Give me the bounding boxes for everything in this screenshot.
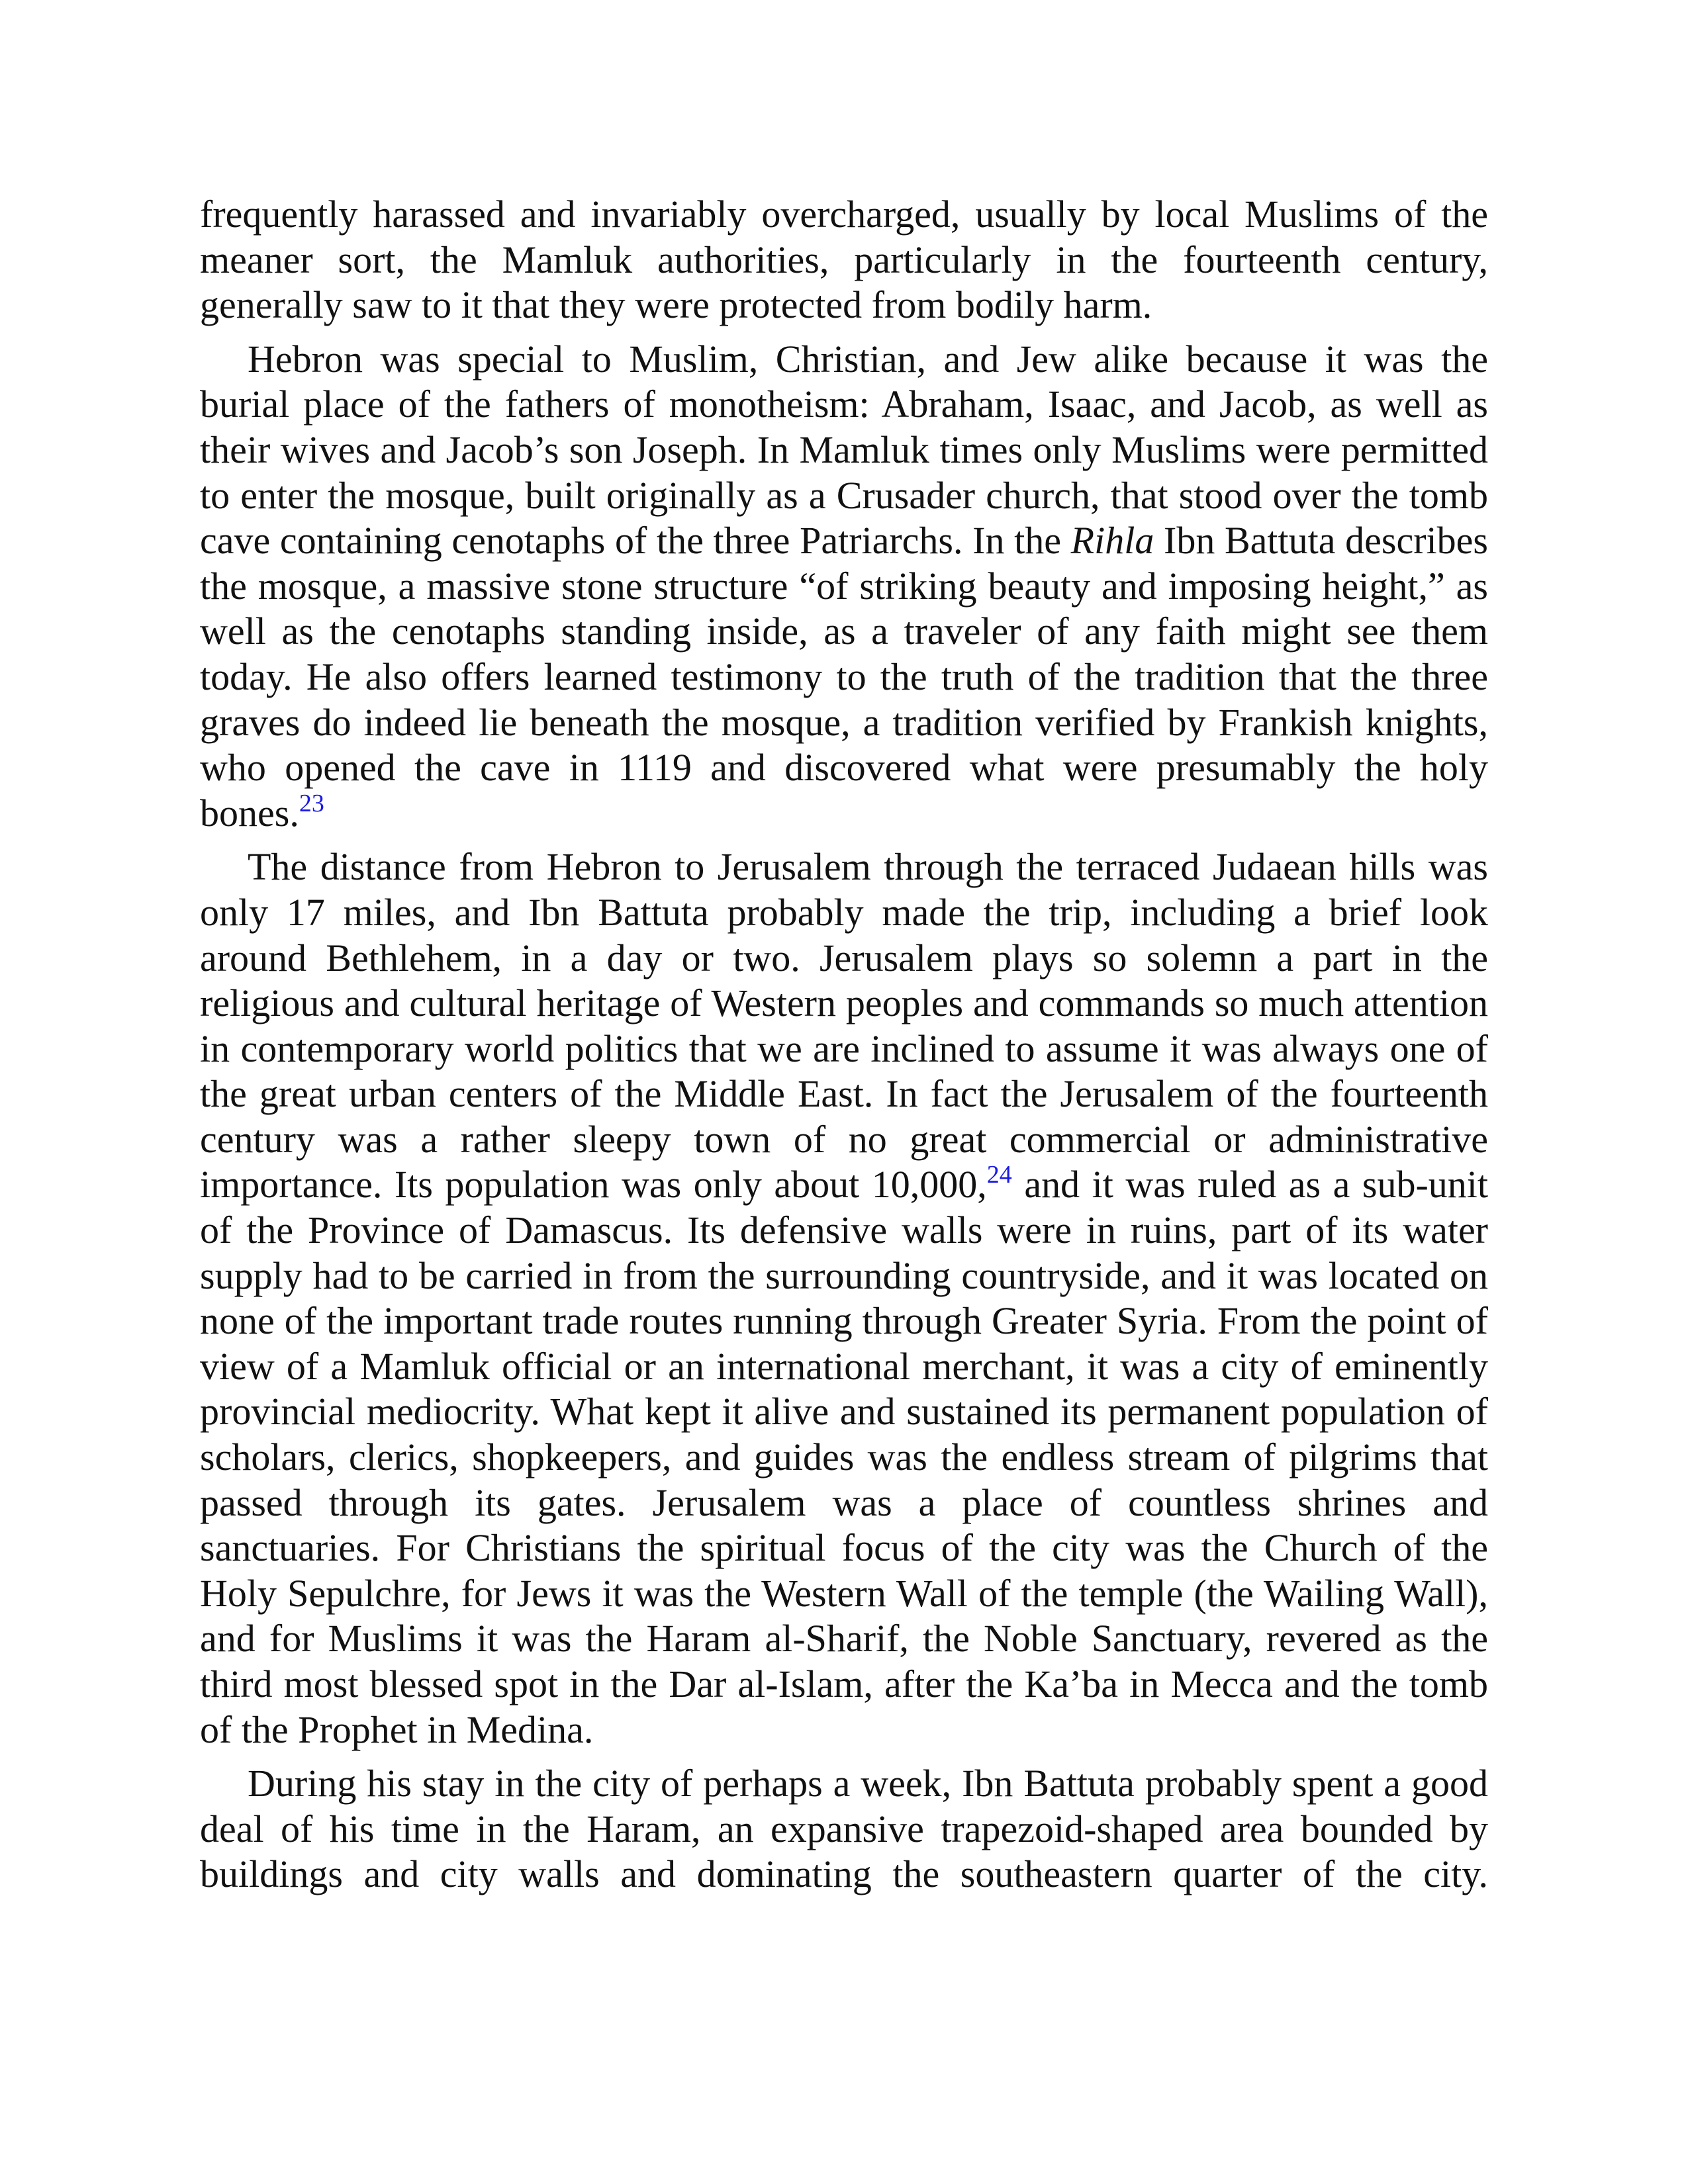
- paragraph-text: and it was ruled as a sub-unit of the Province of Damascus. Its defensive walls were in ruins, part of its water supply had to be carried in from the surrounding countryside, and it was located on none of the important trade routes running through Greater Syria. From the point of view of a Mamluk official or an international merchant, it was a city of eminently provincial mediocrity. What kept it alive and sustained its permanent population of scholars, clerics, shopkeepers, and guides was the endless stream of pilgrims that passed through its gates. Jerusalem was a place of countless shrines and sanctuaries. For Christians the spiritual focus of the city was the Church of the Holy Sepulchre, for Jews it was the Western Wall of the temple (the Wailing Wall), and for Muslims it was the Haram al-Sharif, the Noble Sanctuary, revered as the third most blessed spot in the Dar al-Islam, after the Ka’ba in Mecca and the tomb of the Prophet in Medina.: [200, 1163, 1488, 1751]
- paragraph-text: Ibn Battuta describes the mosque, a massive stone structure “of striking beauty and imposing height,” as well as the cenotaphs standing inside, as a traveler of any faith might see them today. He also offers learned testimony to the truth of the tradition that the three graves do indeed lie beneath the mosque, a tradition verified by Frankish knights, who opened the cave in 1119 and discovered what were presumably the holy bones.: [200, 519, 1488, 835]
- paragraph-text: Hebron was special to Muslim, Christian, and Jew alike because it was the burial place of the fathers of monotheism: Abraham, Isaac, and Jacob, as well as their wives and Jacob’s son Joseph. In Mamluk times only Muslims were permitted to enter the mosque, built originally as a Crusader church, that stood over the tomb cave containing cenotaphs of the three Patriarchs. In the: [200, 337, 1488, 563]
- paragraph-text: The distance from Hebron to Jerusalem through the terraced Judaean hills was only 17 miles, and Ibn Battuta probably made the trip, including a brief look around Bethlehem, in a day or two. Jerusalem plays so solemn a part in the religious and cultural heritage of Western peoples and commands so much attention in contemporary world politics that we are inclined to assume it was always one of the great urban centers of the Middle East. In fact the Jerusalem of the fourteenth century was a rather sleepy town of no great commercial or administrative importance. Its population was only about 10,000,: [200, 845, 1488, 1206]
- footnote-reference-link[interactable]: 23: [299, 789, 324, 817]
- body-paragraph: [200, 192, 1488, 328]
- body-paragraph: [200, 337, 1488, 837]
- body-paragraph: [200, 1761, 1488, 1897]
- paragraph-text: frequently harassed and invariably overcharged, usually by local Muslims of the meaner sort, the Mamluk authorities, particularly in the fourteenth century, generally saw to it that they were protected from bodily harm.: [200, 193, 1488, 327]
- italic-title: Rihla: [1070, 519, 1154, 563]
- body-paragraph: [200, 844, 1488, 1752]
- paragraph-text: During his stay in the city of perhaps a week, Ibn Battuta probably spent a good deal of his time in the Haram, an expansive trapezoid-shaped area bounded by buildings and city walls and dominating the southeastern quarter of the city.: [200, 1762, 1488, 1896]
- page-body: [200, 192, 1488, 1897]
- footnote-reference-link[interactable]: 24: [986, 1161, 1012, 1189]
